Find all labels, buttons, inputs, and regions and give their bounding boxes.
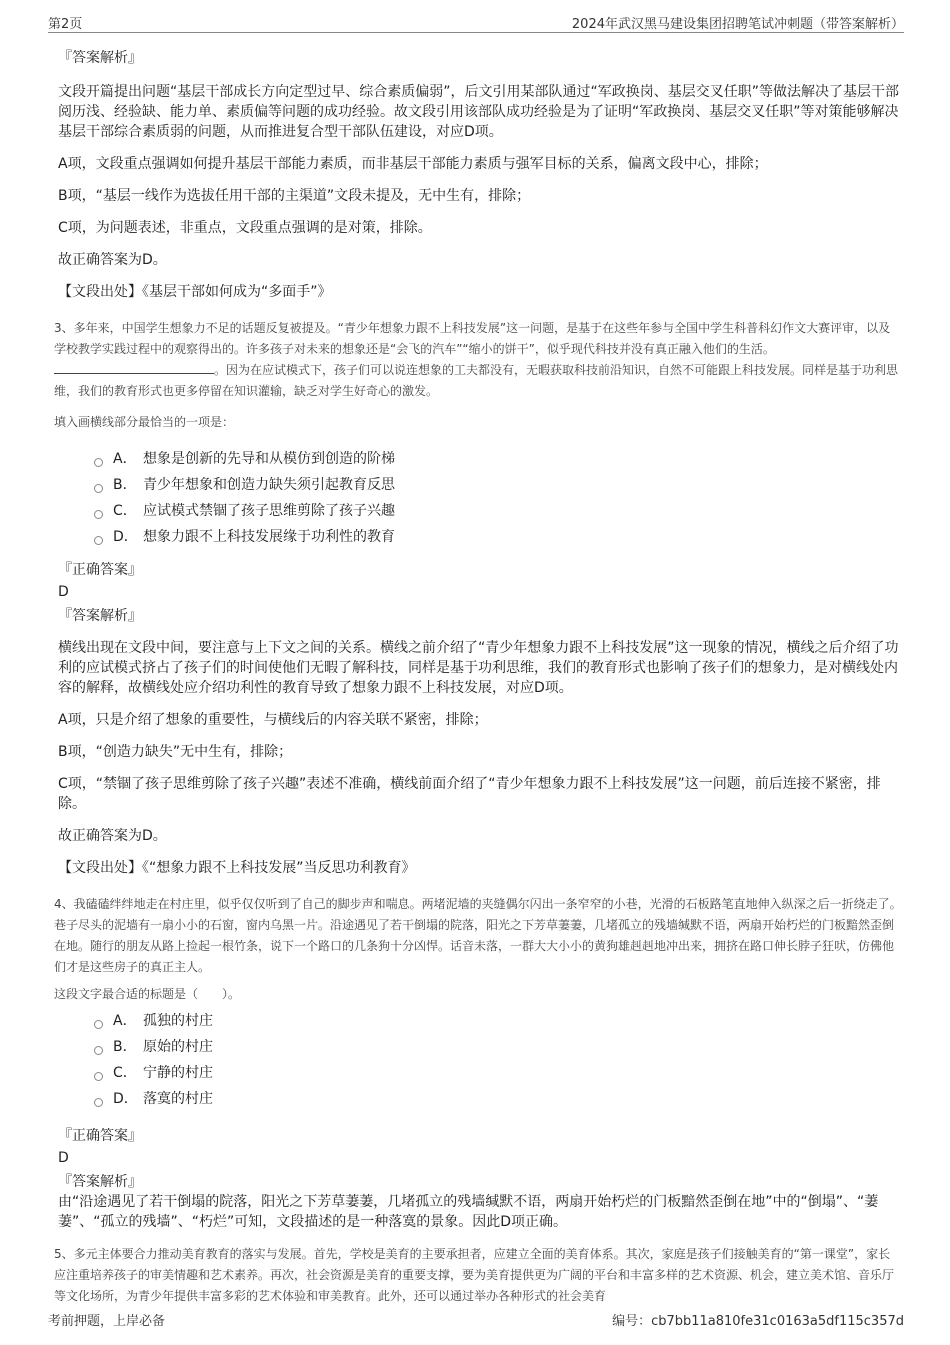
q2-analysis-para: B项，“基层一线作为选拔任用干部的主渠道”文段未提及，无中生有，排除； [58, 188, 531, 204]
q4-prompt: 这段文字最合适的标题是（ ）。 [54, 987, 241, 1001]
option-c[interactable]: C． 宁静的村庄 [94, 1060, 902, 1086]
q2-analysis-para: 故正确答案为D。 [58, 252, 167, 268]
q3-analysis-para: B项，“创造力缺失”无中生有，排除； [58, 744, 293, 760]
option-b[interactable]: B． 原始的村庄 [94, 1034, 902, 1060]
q3-correct-answer: D [58, 584, 69, 600]
page-content [54, 40, 902, 1313]
option-c[interactable]: C． 应试模式禁锢了孩子思维剪除了孩子兴趣 [94, 498, 902, 524]
q4-options [94, 1008, 902, 1112]
q3-analysis-label: 『答案解析』 [58, 608, 142, 624]
q3-source: 【文段出处】《“想象力跟不上科技发展”当反思功利教育》 [58, 860, 416, 876]
q3-analysis-para: C项，“禁锢了孩子思维剪除了孩子兴趣”表述不准确，横线前面介绍了“青少年想象力跟不上科技发展”这一问题，前后连接不紧密，排除。 [58, 776, 881, 812]
q2-analysis-para: C项，为问题表述，非重点，文段重点强调的是对策，排除。 [58, 220, 432, 236]
q3-analysis-para: A项，只是介绍了想象的重要性，与横线后的内容关联不紧密，排除； [58, 712, 488, 728]
q3-stem-after: 。因为在应试模式下，孩子们可以说连想象的工夫都没有，无暇获取科技前沿知识，自然不可能跟上科技发展。同样是基于功利思维，我们的教育形式也更多停留在知识灌输，缺乏对学生好奇心的激发。 [54, 363, 899, 398]
q2-analysis-para: 文段开篇提出问题“基层干部成长方向定型过早、综合素质偏弱”，后文引用某部队通过“军政换岗、基层交叉任职”等做法解决了基层干部阅历浅、经验缺、能力单、素质偏等问题的成功经验。故文段引用该部队成功经验是为了证明“军政换岗、基层交叉任职”等对策能够解决基层干部综合素质弱的问题，从而推进复合型干部队伍建设，对应D项。 [58, 84, 900, 140]
page-footer [48, 1310, 904, 1330]
q3-options [94, 446, 902, 550]
footer-slogan: 考前押题，上岸必备 [48, 1314, 166, 1329]
q3-prompt: 填入画横线部分最恰当的一项是： [54, 415, 235, 429]
q3-analysis-para: 横线出现在文段中间，要注意与上下文之间的关系。横线之前介绍了“青少年想象力跟不上科技发展”这一现象的情况，横线之后介绍了功利的应试模式挤占了孩子们的时间使他们无暇了解科技，同样是基于功利思维，我们的教育形式也影响了孩子们的想象力，是对横线处内容的解释，故横线处应介绍功利性的教育导致了想象力跟不上科技发展，对应D项。 [58, 640, 899, 696]
q3-stem [54, 318, 902, 402]
document-title: 2024年武汉黑马建设集团招聘笔试冲刺题（带答案解析） [571, 17, 904, 32]
option-b[interactable]: B． 青少年想象和创造力缺失须引起教育反思 [94, 472, 902, 498]
q2-source: 【文段出处】《基层干部如何成为“多面手”》 [58, 284, 332, 300]
q4-analysis-label: 『答案解析』 [58, 1174, 142, 1190]
option-d[interactable]: D． 想象力跟不上科技发展缘于功利性的教育 [94, 524, 902, 550]
q2-analysis-para: A项，文段重点强调如何提升基层干部能力素质，而非基层干部能力素质与强军目标的关系，偏离文段中心，排除； [58, 156, 768, 172]
q3-correct-label: 『正确答案』 [58, 562, 142, 578]
radio-icon[interactable] [94, 484, 103, 493]
radio-icon[interactable] [94, 1046, 103, 1055]
q4-stem: 4、我磕磕绊绊地走在村庄里，似乎仅仅听到了自己的脚步声和喘息。两堵泥墙的夹缝偶尔闪出一条窄窄的小巷，光滑的石板路笔直地伸入纵深之后一折绕走了。巷子尽头的泥墙有一扇小小的石窗，窗内乌黑一片。沿途遇见了若干倒塌的院落，阳光之下芳草萋萋，几堵孤立的残墙缄默不语，两扇开始朽烂的门板黯然歪倒在地。随行的朋友从路上捡起一根竹条，说下一个路口的几条狗十分凶悍。话音未落，一群大大小小的黄狗雄赳赳地冲出来，拥挤在路口伸长脖子狂吠，仿佛他们才是这些房子的真正主人。 [54, 897, 902, 974]
page-header [48, 12, 904, 33]
q4-correct-label: 『正确答案』 [58, 1128, 142, 1144]
option-d[interactable]: D． 落寞的村庄 [94, 1086, 902, 1112]
q4-analysis-para: 由“沿途遇见了若干倒塌的院落，阳光之下芳草萋萋，几堵孤立的残墙缄默不语，两扇开始朽烂的门板黯然歪倒在地”中的“倒塌”、“萋萋”、“孤立的残墙”、“朽烂”可知，文段描述的是一种落寞的景象。因此D项正确。 [58, 1194, 879, 1230]
radio-icon[interactable] [94, 1072, 103, 1081]
radio-icon[interactable] [94, 510, 103, 519]
option-a[interactable]: A． 孤独的村庄 [94, 1008, 902, 1034]
radio-icon[interactable] [94, 1098, 103, 1107]
radio-icon[interactable] [94, 536, 103, 545]
radio-icon[interactable] [94, 458, 103, 467]
document-code: 编号：cb7bb11a810fe31c0163a5df115c357d [612, 1314, 904, 1329]
q3-stem-before: 3、多年来，中国学生想象力不足的话题反复被提及。“青少年想象力跟不上科技发展”这一问题，是基于在这些年参与全国中学生科普科幻作文大赛评审，以及学校教学实践过程中的观察得出的。许多孩子对未来的想象还是“会飞的汽车”“缩小的饼干”，似乎现代科技并没有真正融入他们的生活。 [54, 321, 891, 356]
radio-icon[interactable] [94, 1020, 103, 1029]
q4-correct-answer: D [58, 1150, 69, 1166]
q2-analysis-label: 『答案解析』 [58, 50, 142, 66]
page-number: 第2页 [48, 17, 83, 32]
option-a[interactable]: A． 想象是创新的先导和从模仿到创造的阶梯 [94, 446, 902, 472]
q3-analysis-para: 故正确答案为D。 [58, 828, 167, 844]
fill-blank-line [54, 361, 214, 374]
q5-stem: 5、多元主体要合力推动美育教育的落实与发展。首先，学校是美育的主要承担者，应建立全面的美育体系。其次，家庭是孩子们接触美育的“第一课堂”，家长应注重培养孩子的审美情趣和艺术素养。再次，社会资源是美育的重要支撑，要为美育提供更为广阔的平台和丰富多样的艺术资源、机会，建立美术馆、音乐厅等文化场所，为青少年提供丰富多彩的艺术体验和审美教育。此外，还可以通过举办各种形式的社会美育 [54, 1247, 895, 1303]
